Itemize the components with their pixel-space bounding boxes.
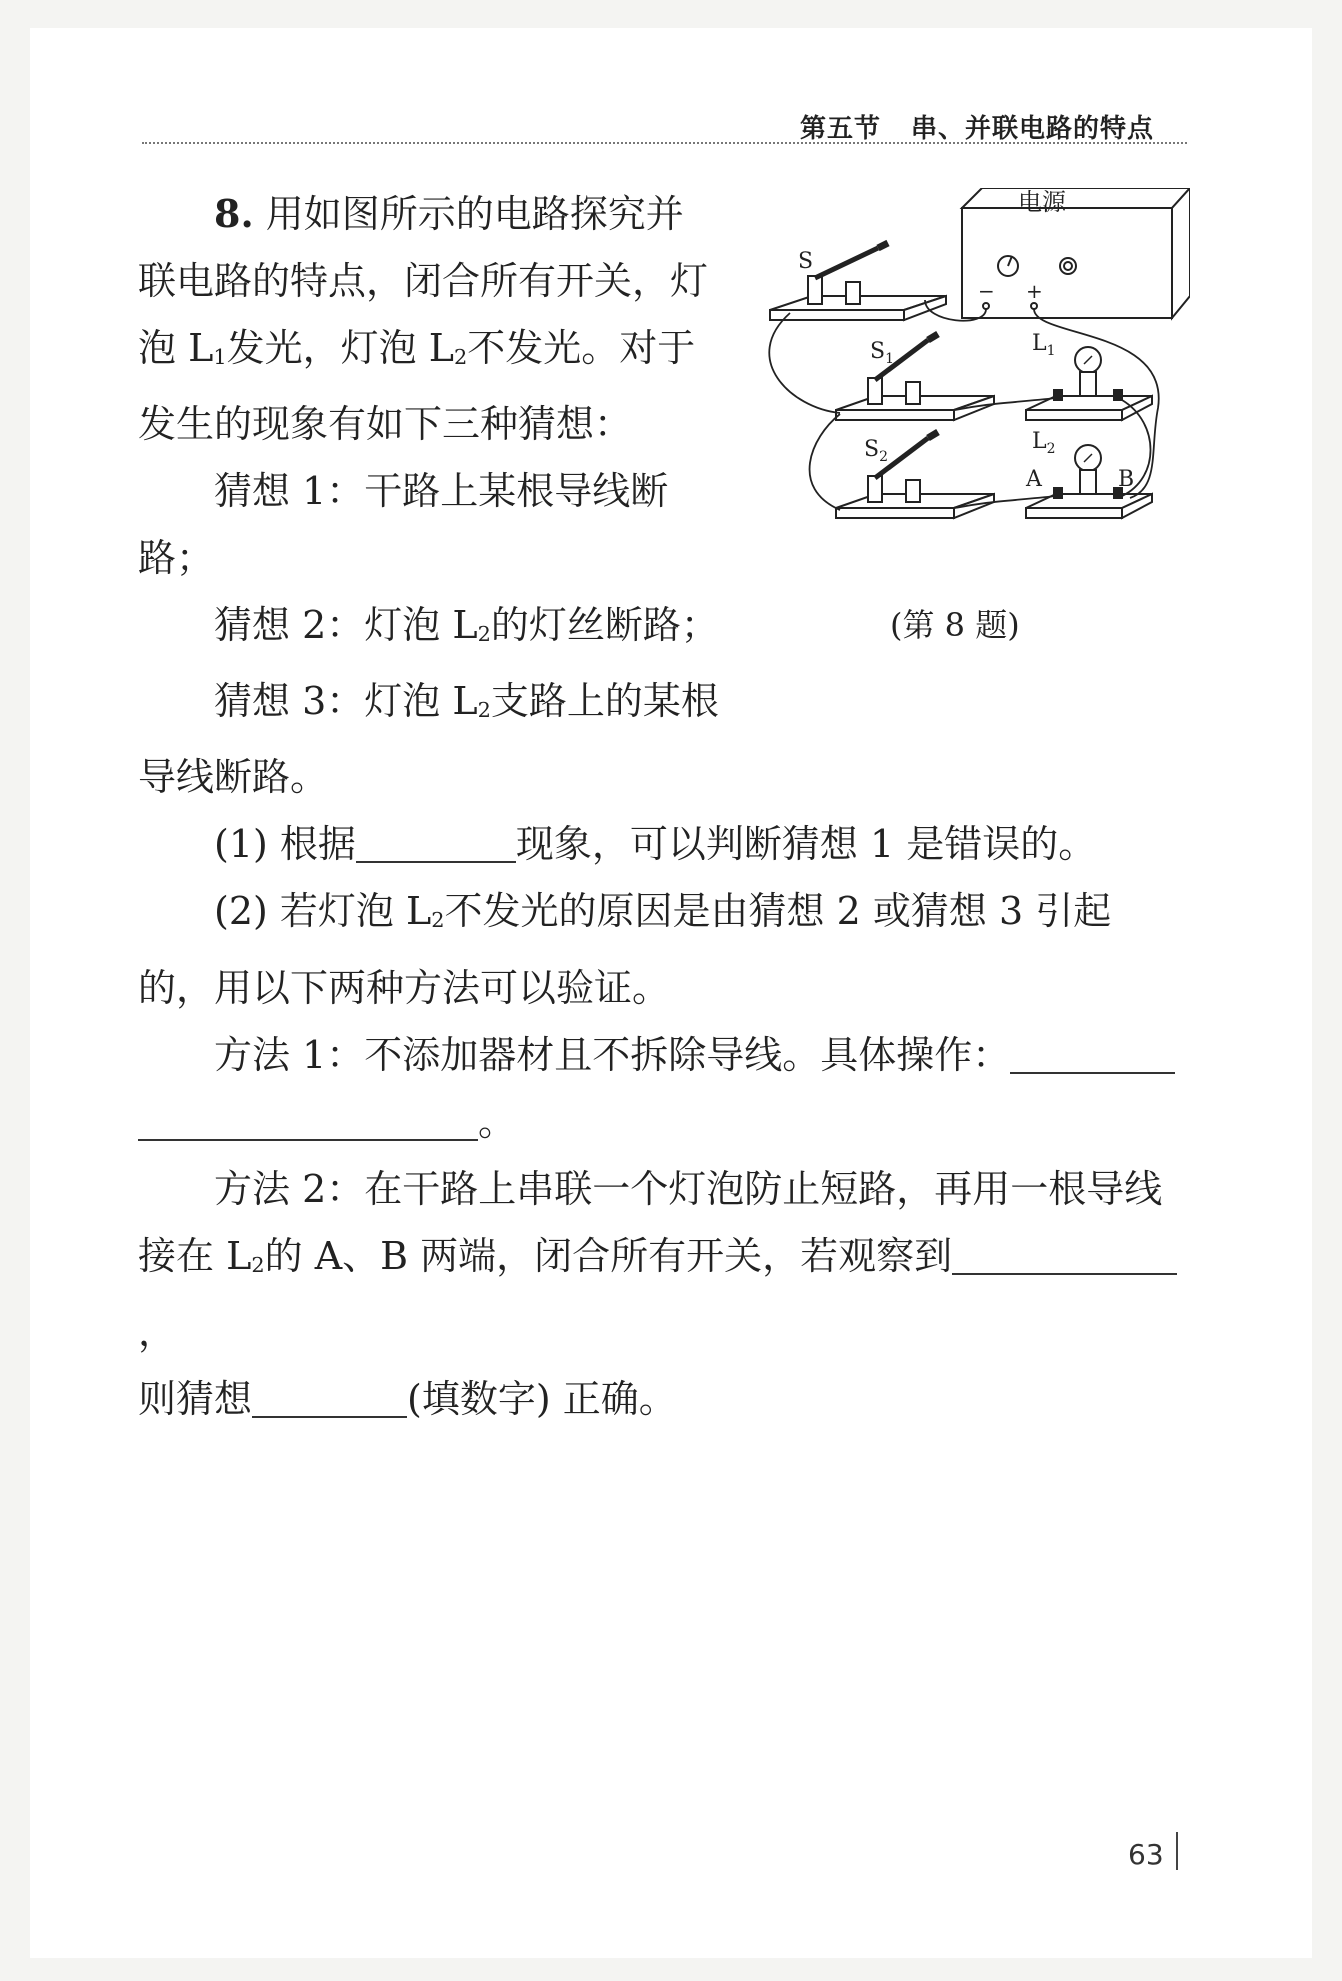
method-1: 方法 1：不添加器材且不拆除导线。具体操作：	[138, 1022, 1188, 1089]
label-b: B	[1118, 467, 1135, 492]
power-supply	[962, 188, 1190, 318]
answer-blank-3[interactable]	[138, 1138, 478, 1141]
guess-3: 猜想 3：灯泡 L2支路上的某根	[214, 679, 719, 724]
intro-line-2: 联电路的特点，闭合所有开关，灯	[138, 259, 709, 303]
answer-blank-2[interactable]	[1010, 1071, 1175, 1074]
minus-terminal: −	[978, 279, 995, 303]
label-s1: $S_1$	[870, 339, 894, 367]
plus-terminal: +	[1026, 279, 1043, 303]
method-2: 方法 2：在干路上串联一个灯泡防止短路，再用一根导线	[214, 1166, 1163, 1211]
label-s: S	[798, 249, 814, 274]
page-number: 63	[1128, 1838, 1164, 1871]
intro-line-1: 8. 用如图所示的电路探究并	[214, 191, 684, 236]
part-2-cont: 的，用以下两种方法可以验证。	[138, 965, 671, 1010]
method-2-cont: 接在 L2的 A、B 两端，闭合所有开关，若观察到，	[138, 1223, 1188, 1366]
part-2: (2) 若灯泡 L2不发光的原因是由猜想 2 或猜想 3 引起	[214, 889, 1112, 934]
answer-blank-4[interactable]	[952, 1272, 1177, 1275]
figure-caption: (第 8 题)	[890, 606, 1020, 644]
method-1-cont: 。	[138, 1089, 1188, 1156]
switch-s	[770, 243, 946, 320]
part-1: (1) 根据 现象，可以判断猜想 1 是错误的。	[214, 822, 1097, 867]
intro-line-4: 发生的现象有如下三种猜想：	[138, 402, 633, 447]
label-l1: $L_1$	[1032, 331, 1056, 359]
section-number: 第五节	[799, 114, 881, 144]
intro-line-3: 泡 L1发光，灯泡 L2不发光。对于	[138, 326, 696, 370]
question-number: 8.	[214, 191, 254, 236]
label-s2: $S_2$	[864, 437, 888, 465]
label-l2: $L_2$	[1032, 429, 1056, 457]
page-number-bar	[1176, 1832, 1178, 1870]
section-header	[800, 108, 1154, 145]
guess-3-cont: 导线断路。	[138, 755, 329, 800]
method-2-end: 则猜想 (填数字) 正确。	[138, 1376, 677, 1421]
guess-1: 猜想 1：干路上某根导线断路；	[138, 469, 669, 581]
guess-2: 猜想 2：灯泡 L2的灯丝断路；	[214, 603, 719, 648]
circuit-diagram	[750, 188, 1190, 568]
header-divider	[142, 142, 1187, 144]
power-label: 电源	[1018, 188, 1066, 216]
section-title: 串、并联电路的特点	[910, 114, 1154, 144]
answer-blank-1[interactable]	[356, 860, 516, 863]
label-a: A	[1026, 467, 1042, 492]
answer-blank-5[interactable]	[252, 1415, 407, 1418]
